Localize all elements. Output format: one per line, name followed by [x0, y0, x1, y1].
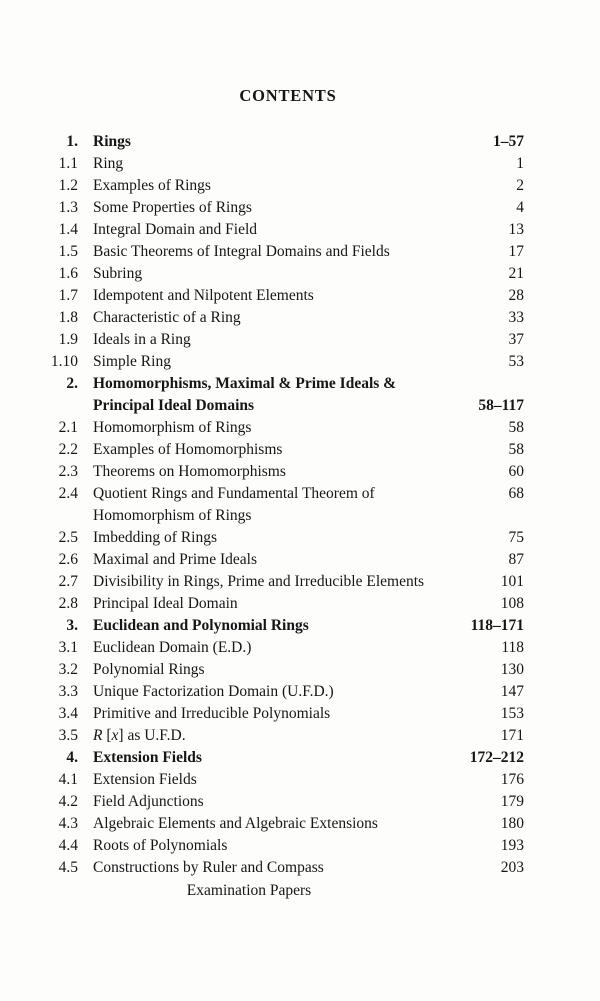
- toc-entry-title: Euclidean Domain (E.D.): [93, 639, 252, 656]
- toc-entry: [40, 769, 524, 791]
- toc-entry-title: Field Adjunctions: [93, 793, 204, 810]
- toc-entry-title: Simple Ring: [93, 353, 171, 370]
- toc-entry-number: 2.8: [58, 595, 78, 612]
- toc-entry-title: Examples of Homomorphisms: [93, 441, 283, 458]
- toc-entry-number: 1.10: [50, 353, 78, 370]
- toc-entry-number: 2.2: [58, 441, 78, 458]
- toc-entry: [40, 791, 524, 813]
- page-title: CONTENTS: [239, 86, 337, 105]
- toc-entry-number: 2.7: [58, 573, 78, 590]
- toc-entry: [40, 263, 524, 285]
- toc-entry-number: 2.4: [58, 485, 78, 502]
- toc-entry-number: 1.: [66, 133, 78, 150]
- toc-entry-title: Primitive and Irreducible Polynomials: [93, 705, 331, 722]
- toc-entry-number: 1.9: [58, 331, 78, 348]
- toc-entry: [40, 527, 524, 549]
- toc-entry: [40, 483, 524, 527]
- toc-entry-number: 1.2: [58, 177, 78, 194]
- toc-entry: [40, 131, 524, 153]
- toc-entry-pages: 21: [508, 265, 524, 282]
- toc-entry-number: 2.3: [58, 463, 78, 480]
- toc-entry-number: 4.4: [58, 837, 78, 854]
- toc-entry-title: Theorems on Homomorphisms: [93, 463, 286, 480]
- toc-entry-pages: 53: [508, 353, 524, 370]
- toc-entry: [40, 681, 524, 703]
- toc-entry: [40, 593, 524, 615]
- toc-entry-pages: 172–212: [469, 749, 524, 766]
- toc-entry: [40, 835, 524, 857]
- toc-entry-pages: 108: [500, 595, 524, 612]
- toc-entry-title: Examples of Rings: [93, 177, 211, 194]
- toc-entry: [40, 747, 524, 769]
- toc-entry-pages: 60: [508, 463, 524, 480]
- toc-entry-pages: 1: [516, 155, 524, 172]
- toc-entry-pages: 13: [508, 221, 524, 238]
- toc-entry: [40, 659, 524, 681]
- table-of-contents: [40, 131, 524, 879]
- toc-entry-title: Imbedding of Rings: [93, 529, 217, 546]
- toc-entry-title: Constructions by Ruler and Compass: [93, 859, 324, 876]
- toc-entry-pages: 130: [500, 661, 524, 678]
- toc-entry-title: Ring: [93, 155, 124, 172]
- toc-entry: [40, 439, 524, 461]
- toc-entry: [40, 153, 524, 175]
- toc-entry: [40, 285, 524, 307]
- toc-entry-title: Quotient Rings and Fundamental Theorem of Homomorphism of Rings: [93, 485, 375, 524]
- toc-entry-number: 3.5: [58, 727, 78, 744]
- toc-entry-title: Euclidean and Polynomial Rings: [93, 617, 309, 634]
- toc-entry-pages: 153: [500, 705, 524, 722]
- toc-entry-number: 2.1: [58, 419, 78, 436]
- toc-entry-title: Algebraic Elements and Algebraic Extensions: [93, 815, 378, 832]
- toc-entry-pages: 101: [500, 573, 524, 590]
- toc-entry-number: 2.5: [58, 529, 78, 546]
- toc-entry-title: Polynomial Rings: [93, 661, 205, 678]
- toc-entry: [40, 241, 524, 263]
- toc-entry: [40, 307, 524, 329]
- toc-entry-title: Unique Factorization Domain (U.F.D.): [93, 683, 334, 700]
- toc-entry-title: Idempotent and Nilpotent Elements: [93, 287, 314, 304]
- toc-entry-number: 1.6: [58, 265, 78, 282]
- toc-entry-pages: 37: [508, 331, 524, 348]
- toc-entry: [40, 813, 524, 835]
- toc-entry-title: Rings: [93, 133, 131, 150]
- toc-entry-title: Homomorphisms, Maximal & Prime Ideals & Principal Ideal Domains: [93, 375, 397, 414]
- toc-entry-title: Subring: [93, 265, 143, 282]
- toc-entry-number: 4.3: [58, 815, 78, 832]
- toc-entry-number: 1.3: [58, 199, 78, 216]
- toc-entry: [40, 549, 524, 571]
- toc-entry-number: 1.5: [58, 243, 78, 260]
- toc-entry-pages: 118–171: [470, 617, 524, 634]
- toc-entry-pages: 193: [500, 837, 524, 854]
- toc-entry-number: 1.4: [58, 221, 78, 238]
- toc-entry-title: Basic Theorems of Integral Domains and Fields: [93, 243, 390, 260]
- toc-entry-title: R [x] as U.F.D.: [93, 727, 186, 744]
- toc-entry-pages: 171: [500, 727, 524, 744]
- toc-entry: [40, 703, 524, 725]
- toc-entry-pages: 87: [508, 551, 524, 568]
- toc-entry-number: 2.6: [58, 551, 78, 568]
- toc-entry: [40, 351, 524, 373]
- toc-entry-pages: 75: [508, 529, 524, 546]
- toc-entry-pages: 68: [508, 485, 524, 502]
- toc-entry-number: 3.4: [58, 705, 78, 722]
- toc-entry-title: Homomorphism of Rings: [93, 419, 252, 436]
- toc-entry-title: Divisibility in Rings, Prime and Irreducible Elements: [93, 573, 425, 590]
- toc-entry-pages: 176: [500, 771, 524, 788]
- toc-entry: [40, 461, 524, 483]
- toc-entry-title: Principal Ideal Domain: [93, 595, 238, 612]
- toc-entry: [40, 637, 524, 659]
- toc-entry: [40, 571, 524, 593]
- toc-entry-number: 4.5: [58, 859, 78, 876]
- toc-entry-pages: 28: [508, 287, 524, 304]
- toc-entry: [40, 329, 524, 351]
- toc-entry: [40, 417, 524, 439]
- toc-entry-pages: 118: [501, 639, 524, 656]
- footer-label: Examination Papers: [186, 882, 312, 899]
- toc-entry-number: 3.3: [58, 683, 78, 700]
- toc-entry-title: Integral Domain and Field: [93, 221, 257, 238]
- toc-entry-number: 4.2: [58, 793, 78, 810]
- toc-entry-title: Roots of Polynomials: [93, 837, 228, 854]
- toc-entry-pages: 58: [508, 419, 524, 436]
- toc-entry: [40, 197, 524, 219]
- toc-entry-number: 3.1: [58, 639, 78, 656]
- toc-entry-pages: 203: [500, 859, 524, 876]
- toc-entry: [40, 725, 524, 747]
- toc-entry-number: 2.: [66, 375, 78, 392]
- toc-entry-pages: 1–57: [493, 133, 524, 150]
- toc-entry-number: 4.: [66, 749, 78, 766]
- toc-entry-number: 1.1: [58, 155, 78, 172]
- toc-entry-pages: 180: [500, 815, 524, 832]
- toc-entry-title: Ideals in a Ring: [93, 331, 191, 348]
- toc-entry-title: Extension Fields: [93, 749, 202, 766]
- toc-entry-pages: 58–117: [478, 397, 524, 414]
- toc-entry-pages: 147: [500, 683, 524, 700]
- toc-entry-pages: 2: [516, 177, 524, 194]
- toc-entry: [40, 373, 524, 417]
- toc-entry-title: Characteristic of a Ring: [93, 309, 241, 326]
- toc-entry-number: 1.8: [58, 309, 78, 326]
- toc-entry-pages: 33: [508, 309, 524, 326]
- toc-entry-pages: 179: [500, 793, 524, 810]
- toc-entry-number: 4.1: [58, 771, 78, 788]
- toc-entry-number: 3.: [66, 617, 78, 634]
- toc-entry-pages: 4: [516, 199, 524, 216]
- toc-entry: [40, 615, 524, 637]
- toc-entry: [40, 175, 524, 197]
- toc-entry-title: Extension Fields: [93, 771, 197, 788]
- toc-entry-number: 1.7: [58, 287, 78, 304]
- toc-entry-number: 3.2: [58, 661, 78, 678]
- toc-entry: [40, 219, 524, 241]
- toc-entry-title: Maximal and Prime Ideals: [93, 551, 257, 568]
- toc-entry-pages: 17: [508, 243, 524, 260]
- toc-entry-pages: 58: [508, 441, 524, 458]
- toc-entry-title: Some Properties of Rings: [93, 199, 252, 216]
- toc-entry: [40, 857, 524, 879]
